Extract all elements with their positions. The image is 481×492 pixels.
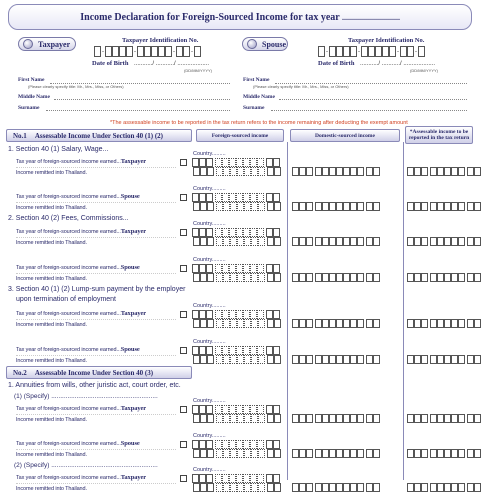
foreign-amount-field-4[interactable] — [193, 273, 281, 282]
assessable-note: *The assessable income to be reported in the tax return refers to the income remaining after deducting the exempt amount — [110, 120, 408, 126]
spouse-dob-label: Date of Birth — [318, 60, 355, 67]
taxpayer-id-label: Taxpayer Identification No. — [122, 37, 199, 44]
assessable-amount-field-8[interactable] — [407, 449, 481, 458]
earned-label: Tax year of foreign-sourced income earned... — [16, 475, 121, 481]
col-foreign-income: Foreign-sourced income — [196, 129, 284, 142]
country-code-field-3[interactable] — [192, 228, 280, 237]
assessable-amount-field-9[interactable] — [407, 483, 481, 492]
remitted-label-6: Income remitted into Thailand. — [16, 358, 87, 364]
country-code-field-6[interactable] — [192, 346, 280, 355]
foreign-amount-field-9[interactable] — [193, 483, 281, 492]
spouse-first-name-label: First Name — [243, 77, 270, 83]
earned-row-5 — [16, 310, 146, 317]
section1-title: Assessable Income Under Section 40 (1) (2) — [34, 131, 164, 140]
country-code-field-7[interactable] — [192, 405, 280, 414]
domestic-amount-field-3[interactable] — [292, 237, 380, 246]
earned-label: Tax year of foreign-sourced income earned... — [16, 194, 121, 200]
earned-label: Tax year of foreign-sourced income earned... — [16, 229, 121, 235]
spouse-checkbox-2[interactable] — [180, 194, 187, 201]
domestic-amount-field-7[interactable] — [292, 414, 380, 423]
form-title — [8, 4, 472, 30]
remitted-label-2: Income remitted into Thailand. — [16, 205, 87, 211]
spouse-radio[interactable] — [247, 39, 257, 49]
remitted-label-5: Income remitted into Thailand. — [16, 322, 87, 328]
taxpayer-checkbox-7[interactable] — [180, 406, 187, 413]
earned-line-8 — [16, 449, 176, 450]
section2-specify-2[interactable]: (2) (Specify) ........................................................... — [14, 462, 158, 469]
spouse-label: Spouse — [120, 346, 140, 353]
section2-item-1: 1. Annuities from wills, other juristic act, court order, etc. — [8, 382, 181, 389]
country-label-6: Country......... — [193, 339, 226, 345]
foreign-amount-field-6[interactable] — [193, 355, 281, 364]
spouse-first-name-hint: (Please clearly specify title: Mr., Mrs., Miss, or Others) — [253, 84, 349, 89]
section2-bar — [6, 366, 192, 379]
section1-item-1: 1. Section 40 (1) Salary, Wage... — [8, 146, 109, 153]
taxpayer-surname-field[interactable] — [46, 110, 230, 111]
assessable-amount-field-7[interactable] — [407, 414, 481, 423]
country-code-field-5[interactable] — [192, 310, 280, 319]
country-label-7: Country......... — [193, 398, 226, 404]
domestic-amount-field-4[interactable] — [292, 273, 380, 282]
title-text: Income Declaration for Foreign-Sourced Income for tax year — [80, 11, 340, 23]
taxpayer-checkbox-9[interactable] — [180, 475, 187, 482]
col-domestic-income: Domestic-sourced income — [290, 129, 400, 142]
taxpayer-pill[interactable] — [18, 37, 76, 51]
spouse-middle-name-field[interactable] — [279, 99, 467, 100]
taxpayer-label: Taxpayer — [120, 405, 147, 412]
taxpayer-first-name-label: First Name — [18, 77, 45, 83]
taxpayer-label: Taxpayer — [120, 474, 147, 481]
country-code-field-4[interactable] — [192, 264, 280, 273]
spouse-checkbox-8[interactable] — [180, 441, 187, 448]
country-code-field-2[interactable] — [192, 193, 280, 202]
spouse-middle-name-label: Middle Name — [243, 94, 275, 100]
foreign-amount-field-2[interactable] — [193, 202, 281, 211]
remitted-label-1: Income remitted into Thailand. — [16, 170, 87, 176]
earned-label: Tax year of foreign-sourced income earned... — [16, 441, 121, 447]
earned-row-1 — [16, 158, 146, 165]
section2-specify-1[interactable]: (1) (Specify) ........................................................... — [14, 393, 158, 400]
foreign-amount-field-1[interactable] — [193, 167, 281, 176]
taxpayer-dob-label: Date of Birth — [92, 60, 129, 67]
country-code-field-1[interactable] — [192, 158, 280, 167]
assessable-amount-field-6[interactable] — [407, 355, 481, 364]
earned-label: Tax year of foreign-sourced income earned... — [16, 159, 121, 165]
country-label-8: Country......... — [193, 433, 226, 439]
col-divider-1 — [287, 142, 288, 480]
foreign-amount-field-3[interactable] — [193, 237, 281, 246]
country-code-field-9[interactable] — [192, 474, 280, 483]
spouse-pill[interactable] — [242, 37, 288, 51]
earned-row-6 — [16, 346, 140, 353]
spouse-id-field[interactable]: - - - - — [318, 46, 425, 57]
taxpayer-label: Taxpayer — [120, 228, 147, 235]
col-assessable-income: *Assessable income to be reported in the tax return — [405, 126, 473, 144]
section2-title: Assessable Income Under Section 40 (3) — [34, 368, 154, 377]
spouse-checkbox-6[interactable] — [180, 347, 187, 354]
taxpayer-surname-label: Surname — [18, 105, 40, 111]
spouse-dob-field[interactable]: .........../ .........../ ................... — [360, 61, 436, 67]
country-label-9: Country......... — [193, 467, 226, 473]
earned-label: Tax year of foreign-sourced income earned... — [16, 347, 121, 353]
earned-line-3 — [16, 237, 176, 238]
earned-row-4 — [16, 264, 140, 271]
spouse-checkbox-4[interactable] — [180, 265, 187, 272]
section1-item-3: 3. Section 40 (1) (2) Lump-sum payment by the employer — [8, 286, 186, 293]
taxpayer-checkbox-1[interactable] — [180, 159, 187, 166]
domestic-amount-field-5[interactable] — [292, 319, 380, 328]
section1-item-2: 2. Section 40 (2) Fees, Commissions... — [8, 215, 129, 222]
country-label-2: Country......... — [193, 186, 226, 192]
country-label-5: Country......... — [193, 303, 226, 309]
remitted-label-8: Income remitted into Thailand. — [16, 452, 87, 458]
spouse-surname-field[interactable] — [271, 110, 467, 111]
spouse-surname-label: Surname — [243, 105, 265, 111]
foreign-amount-field-5[interactable] — [193, 319, 281, 328]
spouse-label: Spouse — [120, 193, 140, 200]
country-code-field-8[interactable] — [192, 440, 280, 449]
domestic-amount-field-8[interactable] — [292, 449, 380, 458]
assessable-amount-field-1[interactable] — [407, 167, 481, 176]
taxpayer-id-field[interactable]: - - - - — [94, 46, 201, 57]
earned-line-2 — [16, 202, 176, 203]
assessable-amount-field-4[interactable] — [407, 273, 481, 282]
earned-row-2 — [16, 193, 140, 200]
earned-label: Tax year of foreign-sourced income earned... — [16, 311, 121, 317]
spouse-label: Spouse — [120, 264, 140, 271]
domestic-amount-field-1[interactable] — [292, 167, 380, 176]
earned-row-3 — [16, 228, 146, 235]
taxpayer-middle-name-field[interactable] — [54, 99, 230, 100]
earned-row-9 — [16, 474, 146, 481]
earned-line-1 — [16, 167, 176, 168]
earned-line-6 — [16, 355, 176, 356]
foreign-amount-field-7[interactable] — [193, 414, 281, 423]
taxpayer-middle-name-label: Middle Name — [18, 94, 50, 100]
spouse-dob-format: (DD/MM/YYYY) — [410, 68, 438, 73]
spouse-label: Spouse — [262, 39, 287, 49]
domestic-amount-field-2[interactable] — [292, 202, 380, 211]
section1-bar — [6, 129, 192, 142]
country-label-1: Country......... — [193, 151, 226, 157]
section2-no: No.2 — [13, 368, 27, 377]
remitted-label-7: Income remitted into Thailand. — [16, 417, 87, 423]
taxpayer-dob-format: (DD/MM/YYYY) — [184, 68, 212, 73]
taxpayer-first-name-hint: (Please clearly specify title: Mr., Mrs., Miss, or Others) — [28, 84, 124, 89]
spouse-label: Spouse — [120, 440, 140, 447]
assessable-amount-field-5[interactable] — [407, 319, 481, 328]
foreign-amount-field-8[interactable] — [193, 449, 281, 458]
earned-label: Tax year of foreign-sourced income earned... — [16, 406, 121, 412]
earned-line-7 — [16, 414, 176, 415]
assessable-amount-field-2[interactable] — [407, 202, 481, 211]
taxpayer-checkbox-3[interactable] — [180, 229, 187, 236]
remitted-label-4: Income remitted into Thailand. — [16, 276, 87, 282]
earned-line-9 — [16, 483, 176, 484]
remitted-label-9: Income remitted into Thailand. — [16, 486, 87, 492]
taxpayer-label: Taxpayer — [120, 310, 147, 317]
earned-line-5 — [16, 319, 176, 320]
taxpayer-dob-field[interactable]: .........../ .........../ ................... — [134, 61, 210, 67]
assessable-amount-field-3[interactable] — [407, 237, 481, 246]
earned-row-7 — [16, 405, 146, 412]
earned-line-4 — [16, 273, 176, 274]
taxpayer-checkbox-5[interactable] — [180, 311, 187, 318]
country-label-4: Country......... — [193, 257, 226, 263]
domestic-amount-field-9[interactable] — [292, 483, 380, 492]
domestic-amount-field-6[interactable] — [292, 355, 380, 364]
section1-item-3-line2: upon termination of employment — [16, 296, 116, 303]
country-label-3: Country......... — [193, 221, 226, 227]
earned-row-8 — [16, 440, 140, 447]
taxpayer-label: Taxpayer — [120, 158, 147, 165]
col-divider-2 — [403, 142, 404, 480]
section1-no: No.1 — [13, 131, 27, 140]
tax-year-field[interactable]: ............................. — [341, 11, 400, 23]
remitted-label-3: Income remitted into Thailand. — [16, 240, 87, 246]
taxpayer-radio[interactable] — [23, 39, 33, 49]
earned-label: Tax year of foreign-sourced income earned... — [16, 265, 121, 271]
spouse-id-label: Taxpayer Identification No. — [348, 37, 425, 44]
taxpayer-label: Taxpayer — [38, 39, 71, 49]
